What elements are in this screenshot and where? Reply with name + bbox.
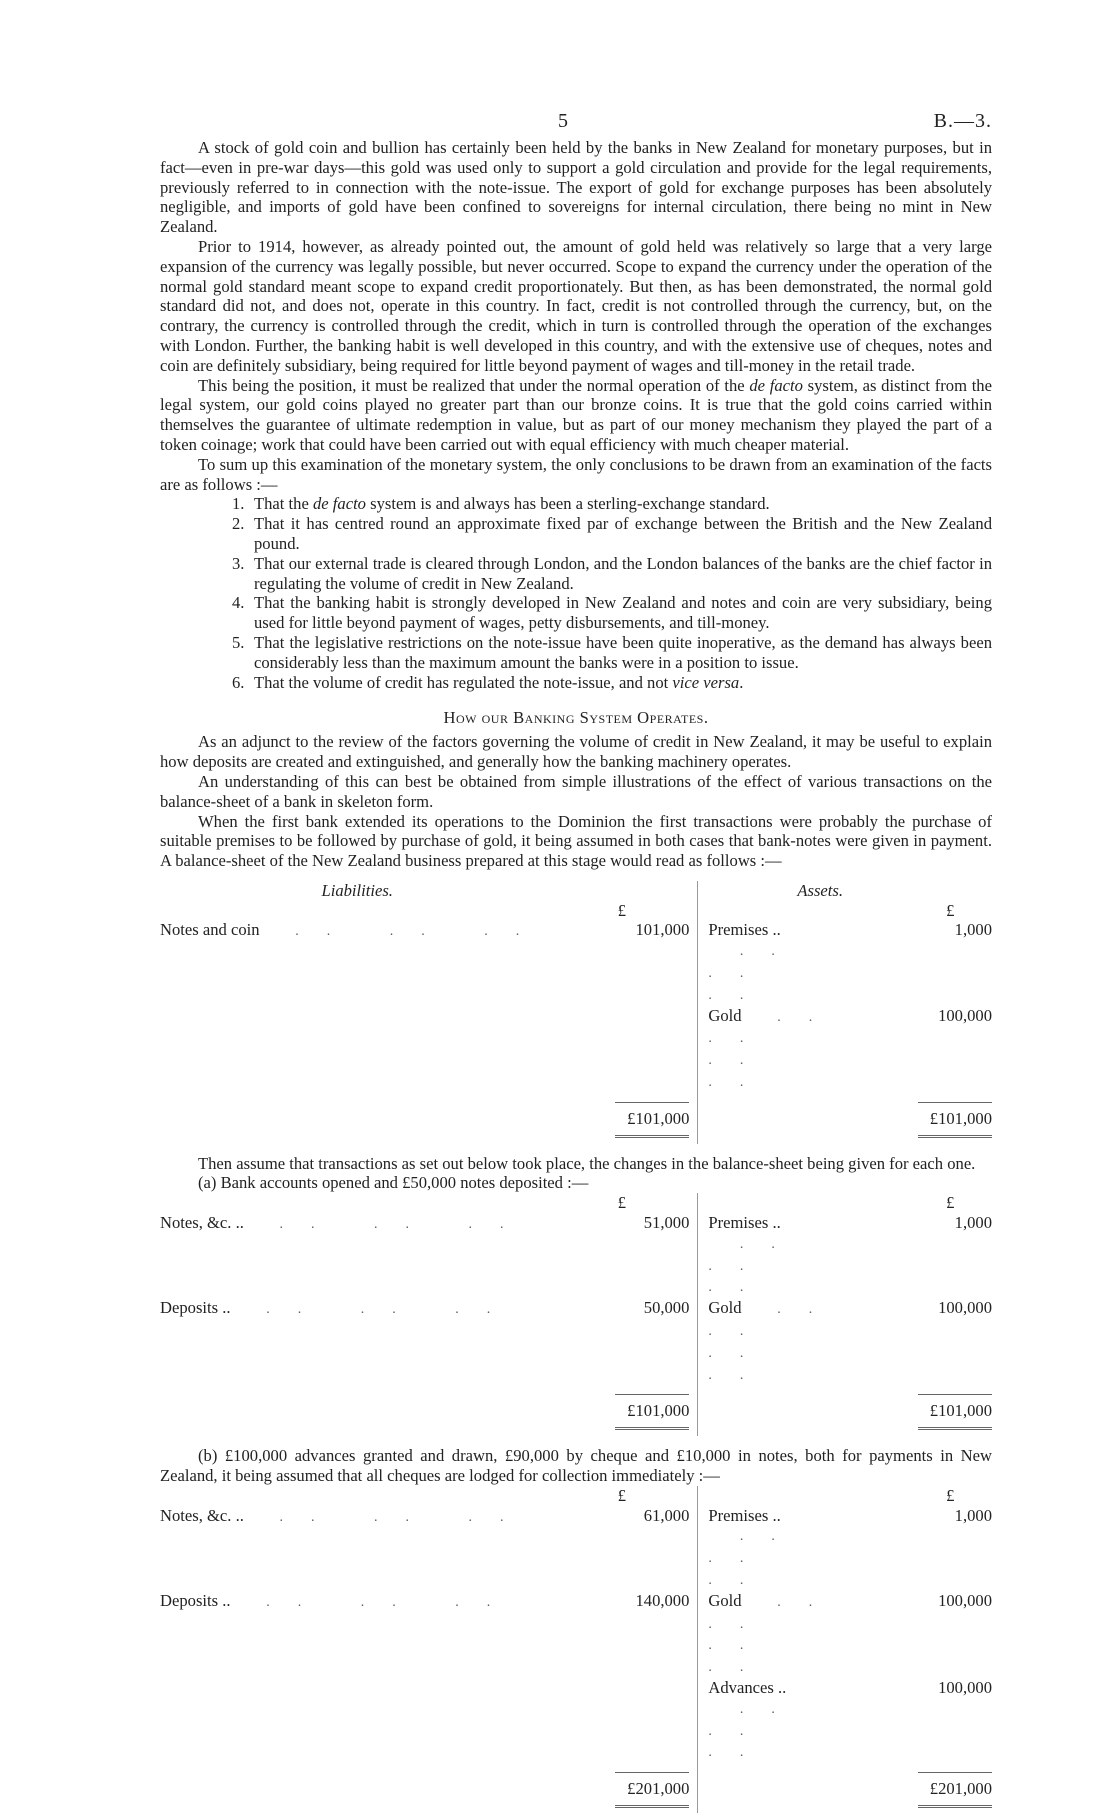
paragraph: An understanding of this can best be obtained from simple illustrations of the effect of various transactions on the balance-sheet of a bank in skeleton form. <box>160 771 992 811</box>
total-liabilities: £101,000 <box>615 1102 689 1138</box>
totals-row <box>160 1093 992 1144</box>
table-row: Gold .. .. .. .. 100,000 <box>160 1006 992 1093</box>
step-a: (a) Bank accounts opened and £50,000 notes deposited :— <box>198 1173 589 1193</box>
list-item: 6. That the volume of credit has regulated the note-issue, and not vice versa. <box>232 672 744 692</box>
list-item: 5. That the legislative restrictions on the note-issue have been quite inoperative, as the demand has always been considerably less than the maximum amount the banks were in a position to issue. <box>232 632 992 672</box>
table-row: Deposits .. .. .. .. 50,000 Gold .. .. .. .. 100,000 <box>160 1298 992 1385</box>
table-row: Advances .. .. .. .. 100,000 <box>160 1678 992 1763</box>
total-assets: £201,000 <box>918 1772 992 1808</box>
paragraph: Prior to 1914, however, as already pointed out, the amount of gold held was relatively so large that a very large expansion of the currency was legally possible, but never occurred. Scope to expand the currency under the operation of the normal gold standard meant scope to expand credit proportionately. But then, as has been demonstrated, the normal gold standard did not, and does not, operate in this country. In fact, credit is not controlled through the currency, but, on the contrary, the currency is controlled through the credit, which in turn is controlled through the operation of the exchanges with London. Further, the banking habit is well developed in this country, and with the extensive use of cheques, notes and coin are definitely subsidiary, being required for little beyond payment of wages and till-money in the retail trade. <box>160 236 992 375</box>
section-title: How our Banking System Operates. <box>443 708 709 728</box>
paragraph: This being the position, it must be realized that under the normal operation of the de facto system, as distinct from the legal system, our gold coins played no greater part than our bronze coins. It is true that the gold coins carried within themselves the guarantee of ultimate redemption in value, but as part of our money mechanism they played the part of a token coinage; work that could have been carried out with equal efficiency with much cheaper material. <box>160 375 992 454</box>
paragraph: To sum up this examination of the monetary system, the only conclusions to be drawn from an examination of the facts are as follows :— <box>160 454 992 494</box>
total-liabilities: £201,000 <box>615 1772 689 1808</box>
page-header <box>160 110 992 138</box>
balance-sheet-3: £ £ Notes, &c. .. .. .. .. 61,000 Premises .. .. .. .. 1,000 Deposits .. .. .. .. 140,000 Gold .. .. .. .. 100,000 Advances .. .. .. .. 100,000 £201,000 £201,000 <box>160 1486 992 1813</box>
balance-sheet-1 <box>160 881 992 1144</box>
currency-symbol: £ <box>946 900 955 920</box>
balance-sheet-2: £ £ Notes, &c. .. .. .. .. 51,000 Premises .. .. .. .. 1,000 Deposits .. .. .. .. 50,000 Gold .. .. .. .. 100,000 £101,000 £101,000 <box>160 1193 992 1436</box>
list-item: 3. That our external trade is cleared through London, and the London balances of the banks are the chief factor in regulating the volume of credit in New Zealand. <box>232 553 992 593</box>
table-row: Notes, &c. .. .. .. .. 51,000 Premises .. .. .. .. 1,000 <box>160 1213 992 1298</box>
table-row: Deposits .. .. .. .. 140,000 Gold .. .. .. .. 100,000 <box>160 1591 992 1678</box>
table-row: Notes, &c. .. .. .. .. 61,000 Premises .. .. .. .. 1,000 <box>160 1506 992 1591</box>
liabilities-heading: Liabilities. <box>321 880 393 900</box>
list-item: 1. That the de facto system is and always has been a sterling-exchange standard. <box>232 494 770 514</box>
step-b: (b) £100,000 advances granted and drawn, £90,000 by cheque and £10,000 in notes, both for payments in New Zealand, it being assumed that all cheques are lodged for collection immediately :— <box>160 1446 992 1486</box>
totals-row <box>160 1763 992 1813</box>
paragraph: Then assume that transactions as set out below took place, the changes in the balance-sheet being given for each one. <box>198 1153 976 1173</box>
document-reference: B.—3. <box>933 110 992 132</box>
totals-row <box>160 1385 992 1436</box>
list-item: 4. That the banking habit is strongly developed in New Zealand and notes and coin are very subsidiary, being used for little beyond payment of wages, petty disbursements, and till-money. <box>232 593 992 633</box>
paragraph: When the first bank extended its operations to the Dominion the first transactions were probably the purchase of suitable premises to be followed by purchase of gold, it being assumed in both cases that bank-notes were given in payment. A balance-sheet of the New Zealand business prepared at this stage would read as follows :— <box>160 811 992 871</box>
table-row: Notes and coin .. .. .. 101,000 Premises .. .. .. .. 1,000 <box>160 920 992 1005</box>
assets-heading: Assets. <box>797 880 844 900</box>
currency-symbol: £ <box>554 901 697 921</box>
document-page <box>160 110 992 1813</box>
conclusions-list <box>232 494 992 692</box>
paragraph: As an adjunct to the review of the factors governing the volume of credit in New Zealand, it may be useful to explain how deposits are created and extinguished, and generally how the banking machinery operates. <box>160 732 992 772</box>
total-assets: £101,000 <box>918 1102 992 1138</box>
page-number: 5 <box>558 110 568 132</box>
total-assets: £101,000 <box>918 1394 992 1430</box>
paragraph: A stock of gold coin and bullion has certainly been held by the banks in New Zealand for monetary purposes, but in fact—even in pre-war days—this gold was used only to support a gold circulation and provide for the legal requirements, previously referred to in connection with the note-issue. The export of gold for exchange purposes has been absolutely negligible, and imports of gold have been confined to sovereigns for internal circulation, there being no mint in New Zealand. <box>160 138 992 237</box>
total-liabilities: £101,000 <box>615 1394 689 1430</box>
list-item: 2. That it has centred round an approximate fixed par of exchange between the British and the New Zealand pound. <box>232 514 992 553</box>
